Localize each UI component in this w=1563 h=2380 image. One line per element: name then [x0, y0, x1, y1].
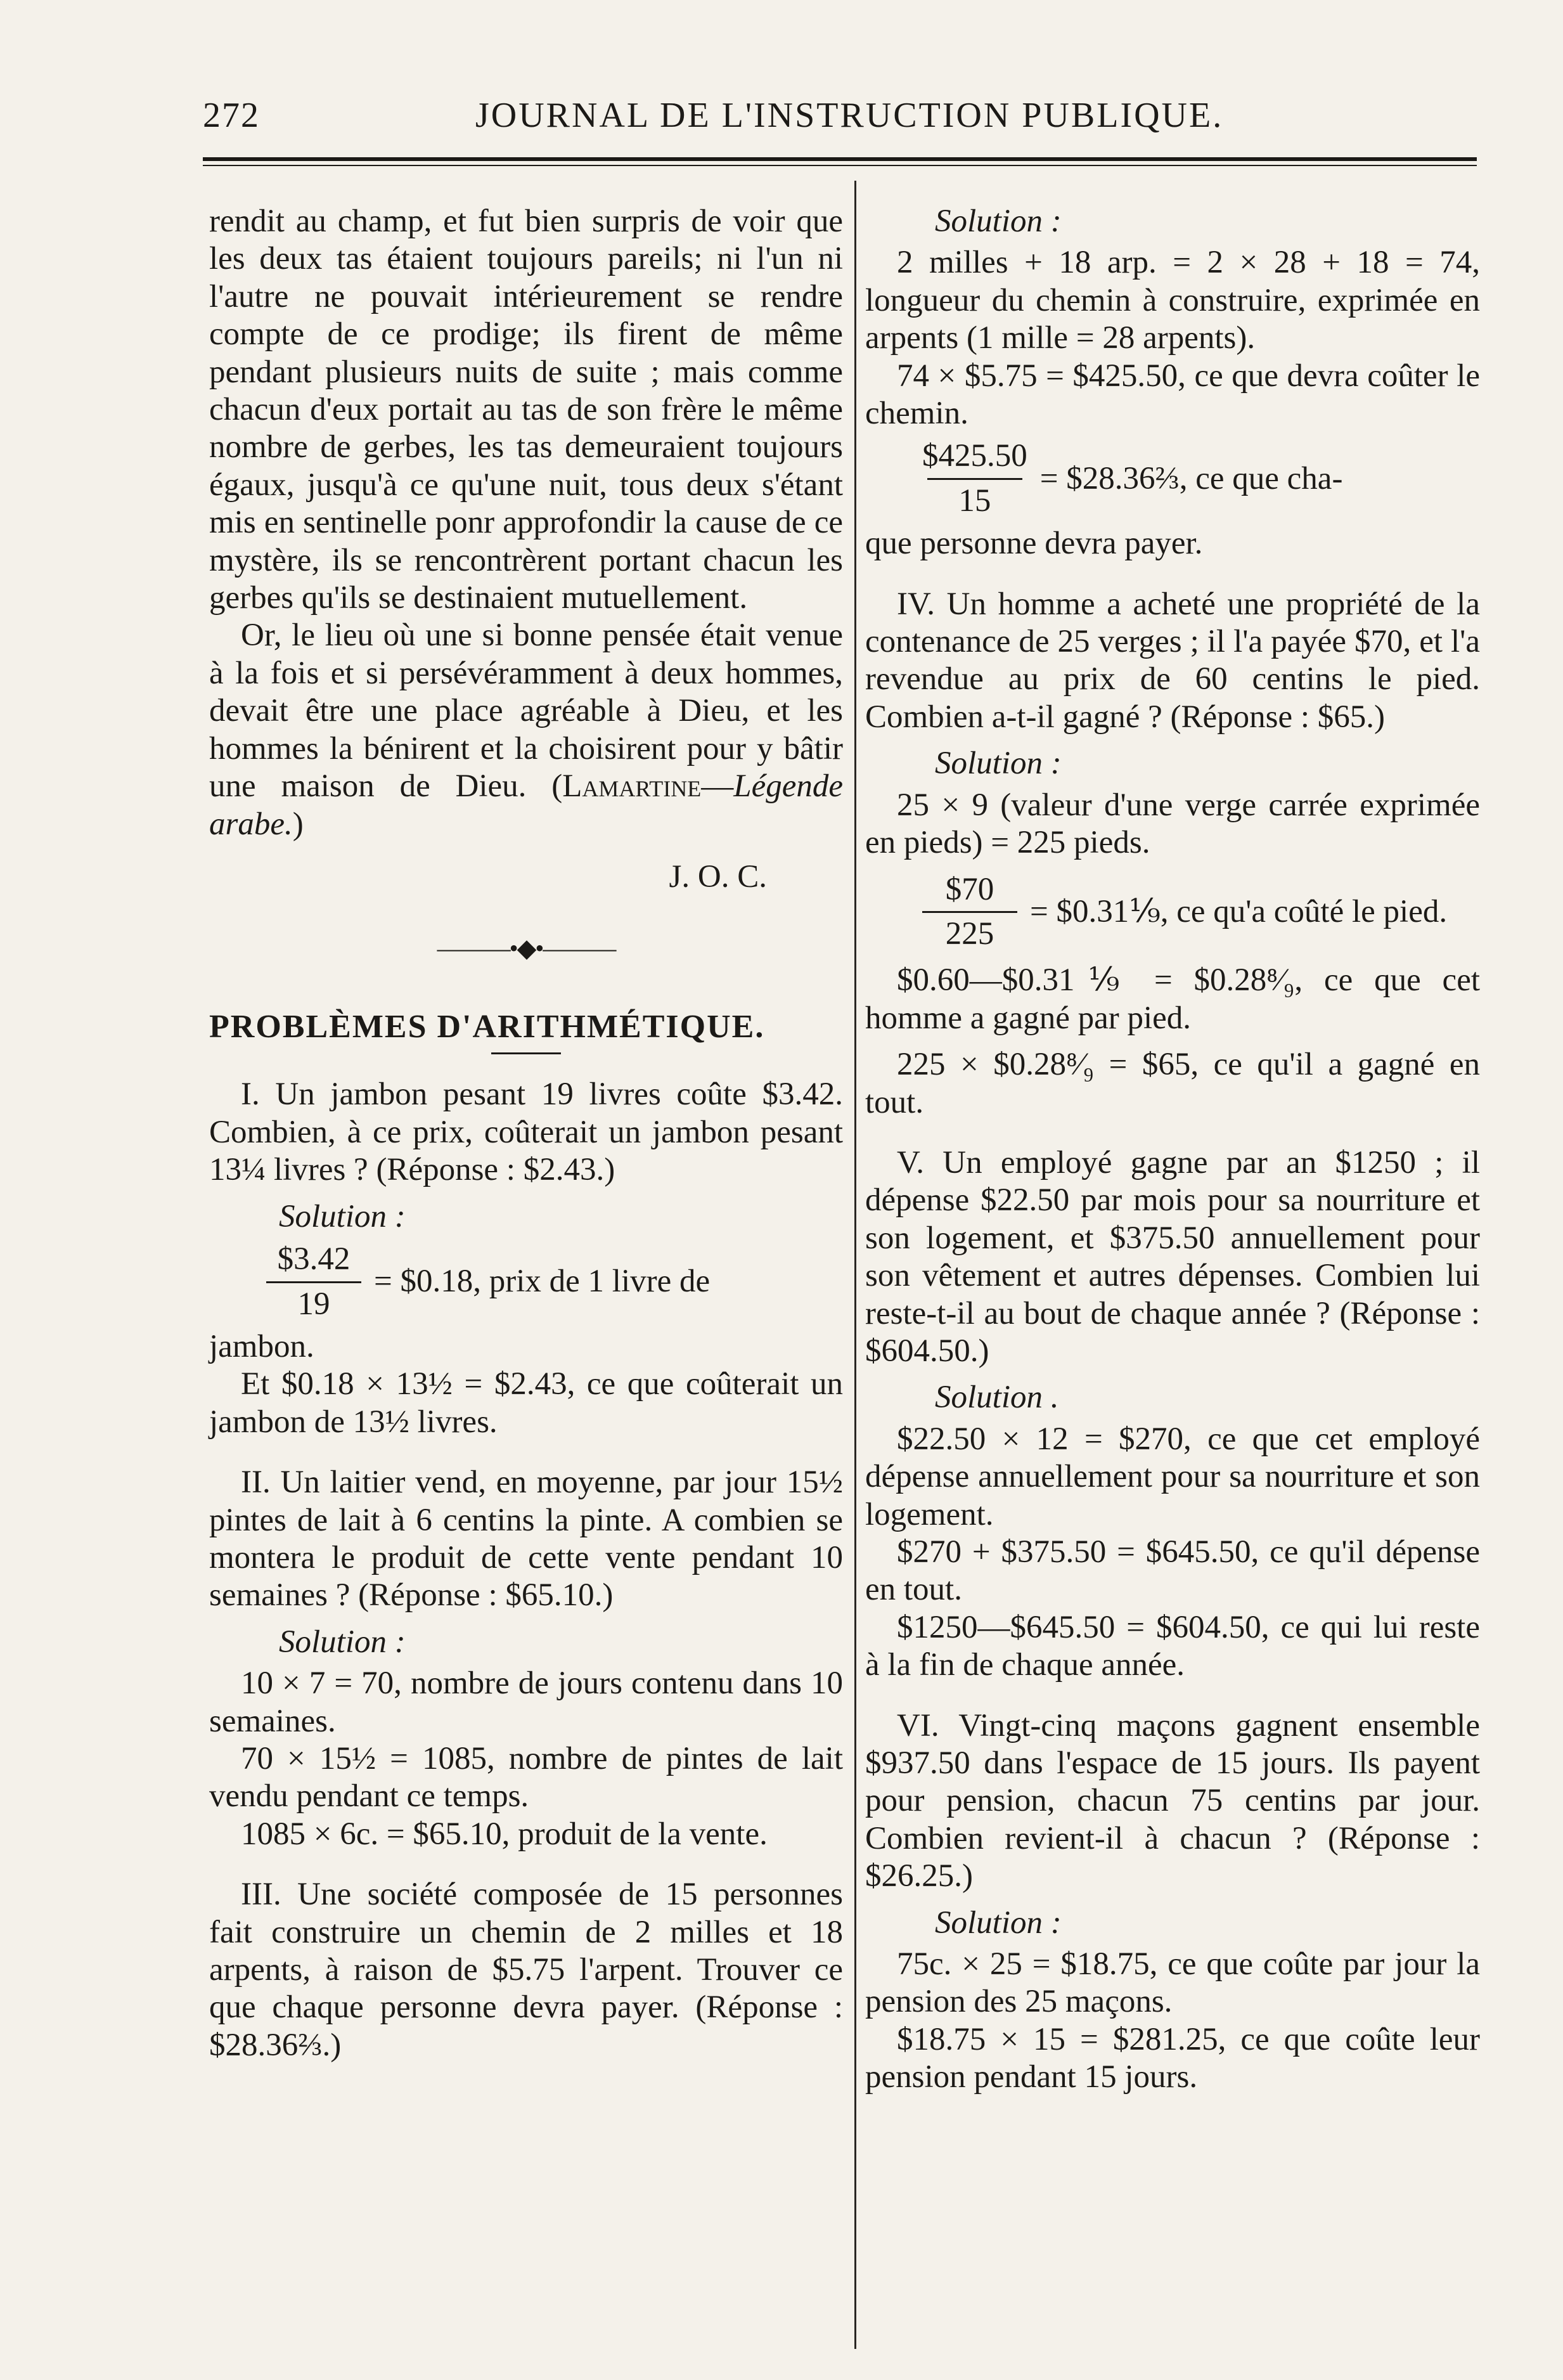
fraction-denominator: 15	[927, 478, 1022, 520]
legend-work: Légende arabe.	[209, 768, 843, 842]
problem-1-line: Et $0.18 × 13½ = $2.43, ce que coûterait un jambon de 13½ livres.	[209, 1366, 843, 1440]
problem-3-line: que personne devra payer.	[865, 526, 1203, 562]
problem-2-solution-label: Solution :	[279, 1624, 406, 1660]
legend-paragraph: rendit au champ, et fut bien surpris de voir que les deux tas étaient toujours pareils; ni l'un ni l'autre ne pouvait intérieurement se rendre compte de ce prodige; ils firent de même pendant plusieurs nuits de suite ; mais comme chacun d'eux portait au tas de son frère le même nombre de gerbes, les tas demeuraient toujours égaux, jusqu'à ce qu'une nuit, tous deux s'étant mis en sentinelle ponr approfondir la cause de ce mystère, ils se rencontrèrent portant chacun les gerbes qu'ils se destinaient mutuellement.	[209, 204, 843, 616]
problem-5-line: $270 + $375.50 = $645.50, ce qu'il dépense en tout.	[865, 1534, 1480, 1608]
problem-4-line: $0.60—$0.31⅑ = $0.28⁸⁄₉, ce que cet homme a gagné par pied.	[865, 962, 1480, 1036]
legend-author: Lamartine	[562, 768, 702, 805]
legend-dash: —	[701, 768, 734, 805]
section-rule	[491, 1052, 561, 1054]
problem-1-fraction	[266, 1241, 843, 1323]
header-rule-thin	[203, 165, 1477, 166]
problem-4: IV. Un homme a acheté une propriété de la contenance de 25 verges ; il l'a payée $70, et l'a revendue au prix de 60 centins le pied. Combien a-t-il gagné ? (Réponse : $65.)	[865, 586, 1480, 735]
fraction-result: = $28.36⅔, ce que cha-	[1039, 460, 1343, 496]
problem-5-solution-label: Solution .	[935, 1380, 1059, 1416]
problem-3: III. Une société composée de 15 personnes fait construire un chemin de 2 milles et 18 arpents, à raison de $5.75 l'arpent. Trouver ce que chaque personne devra payer. (Réponse : $28.36⅔.)	[209, 1877, 843, 2063]
problem-2-line: 10 × 7 = 70, nombre de jours contenu dans 10 semaines.	[209, 1665, 843, 1739]
problem-5-line: $1250—$645.50 = $604.50, ce qui lui reste à la fin de chaque année.	[865, 1609, 1480, 1683]
signature: J. O. C.	[669, 858, 767, 895]
legend-text: Or, le lieu où une si bonne pensée était venue à la fois et si persévéramment à deux hommes, devait être une place agréable à Dieu, et les hommes la bénirent et la choisirent pour y bâtir une maison de Dieu. (	[209, 618, 843, 805]
fraction-denominator: 225	[922, 911, 1017, 953]
left-column	[209, 203, 843, 2064]
problem-1: I. Un jambon pesant 19 livres coûte $3.42. Combien, à ce prix, coûterait un jambon pesant 13¼ livres ? (Réponse : $2.43.)	[209, 1077, 843, 1188]
problem-1-line: jambon.	[209, 1328, 314, 1364]
legend-paragraph-2	[209, 617, 843, 843]
right-column	[865, 203, 1480, 2097]
problem-6: VI. Vingt-cinq maçons gagnent ensemble $937.50 dans l'espace de 15 jours. Ils payent pour pension, chacun 75 centins par jour. Combien revient-il à chacun ? (Réponse : $26.25.)	[865, 1707, 1480, 1894]
problem-2-line: 70 × 15½ = 1085, nombre de pintes de lait vendu pendant ce temps.	[209, 1740, 843, 1814]
problem-4-line: 225 × $0.28⁸⁄₉ = $65, ce qu'il a gagné en tout.	[865, 1047, 1480, 1120]
fraction-numerator: $3.42	[277, 1241, 351, 1277]
ornament-divider: ———•◆•———	[437, 934, 615, 963]
problem-3-line: 74 × $5.75 = $425.50, ce que devra coûter le chemin.	[865, 358, 1480, 432]
problem-5: V. Un employé gagne par an $1250 ; il dépense $22.50 par mois pour sa nourriture et son logement, et $375.50 annuellement pour son vêtement et autres dépenses. Combien lui reste-t-il au bout de chaque année ? (Réponse : $604.50.)	[865, 1144, 1480, 1369]
problem-4-solution-label: Solution :	[935, 746, 1062, 782]
fraction-denominator: 19	[266, 1281, 361, 1323]
problem-1-solution-label: Solution :	[279, 1198, 406, 1234]
problem-4-line: 25 × 9 (valeur d'une verge carrée exprimée en pieds) = 225 pieds.	[865, 787, 1480, 861]
problem-2-line: 1085 × 6c. = $65.10, produit de la vente.	[241, 1816, 768, 1852]
section-title: PROBLÈMES D'ARITHMÉTIQUE.	[209, 1008, 765, 1045]
problem-5-line: $22.50 × 12 = $270, ce que cet employé dépense annuellement pour sa nourriture et son logement.	[865, 1421, 1480, 1532]
page-number: 272	[203, 96, 260, 135]
page-header	[203, 95, 1477, 139]
fraction-result: = $0.31⅑, ce qu'a coûté le pied.	[1030, 893, 1448, 929]
problem-2: II. Un laitier vend, en moyenne, par jour 15½ pintes de lait à 6 centins la pinte. A combien se montera le produit de cette vente pendant 10 semaines ? (Réponse : $65.10.)	[209, 1465, 843, 1614]
problem-6-line: 75c. × 25 = $18.75, ce que coûte par jour la pension des 25 maçons.	[865, 1946, 1480, 2020]
fraction-result: = $0.18, prix de 1 livre de	[374, 1264, 711, 1300]
header-rule	[203, 157, 1477, 161]
fraction-numerator: $70	[945, 871, 994, 907]
problem-3-line: 2 milles + 18 arp. = 2 × 28 + 18 = 74, longueur du chemin à construire, exprimée en arpents (1 mille = 28 arpents).	[865, 245, 1480, 356]
running-title: JOURNAL DE L'INSTRUCTION PUBLIQUE.	[475, 96, 1224, 135]
column-divider	[854, 181, 856, 2349]
fraction-numerator: $425.50	[922, 438, 1027, 474]
legend-close: )	[292, 806, 304, 842]
problem-6-solution-label: Solution :	[935, 1905, 1062, 1941]
problem-6-line: $18.75 × 15 = $281.25, ce que coûte leur pension pendant 15 jours.	[865, 2021, 1480, 2095]
problem-3-fraction	[922, 437, 1480, 520]
problem-4-fraction	[922, 871, 1480, 954]
problem-3-solution-label: Solution :	[935, 204, 1062, 239]
